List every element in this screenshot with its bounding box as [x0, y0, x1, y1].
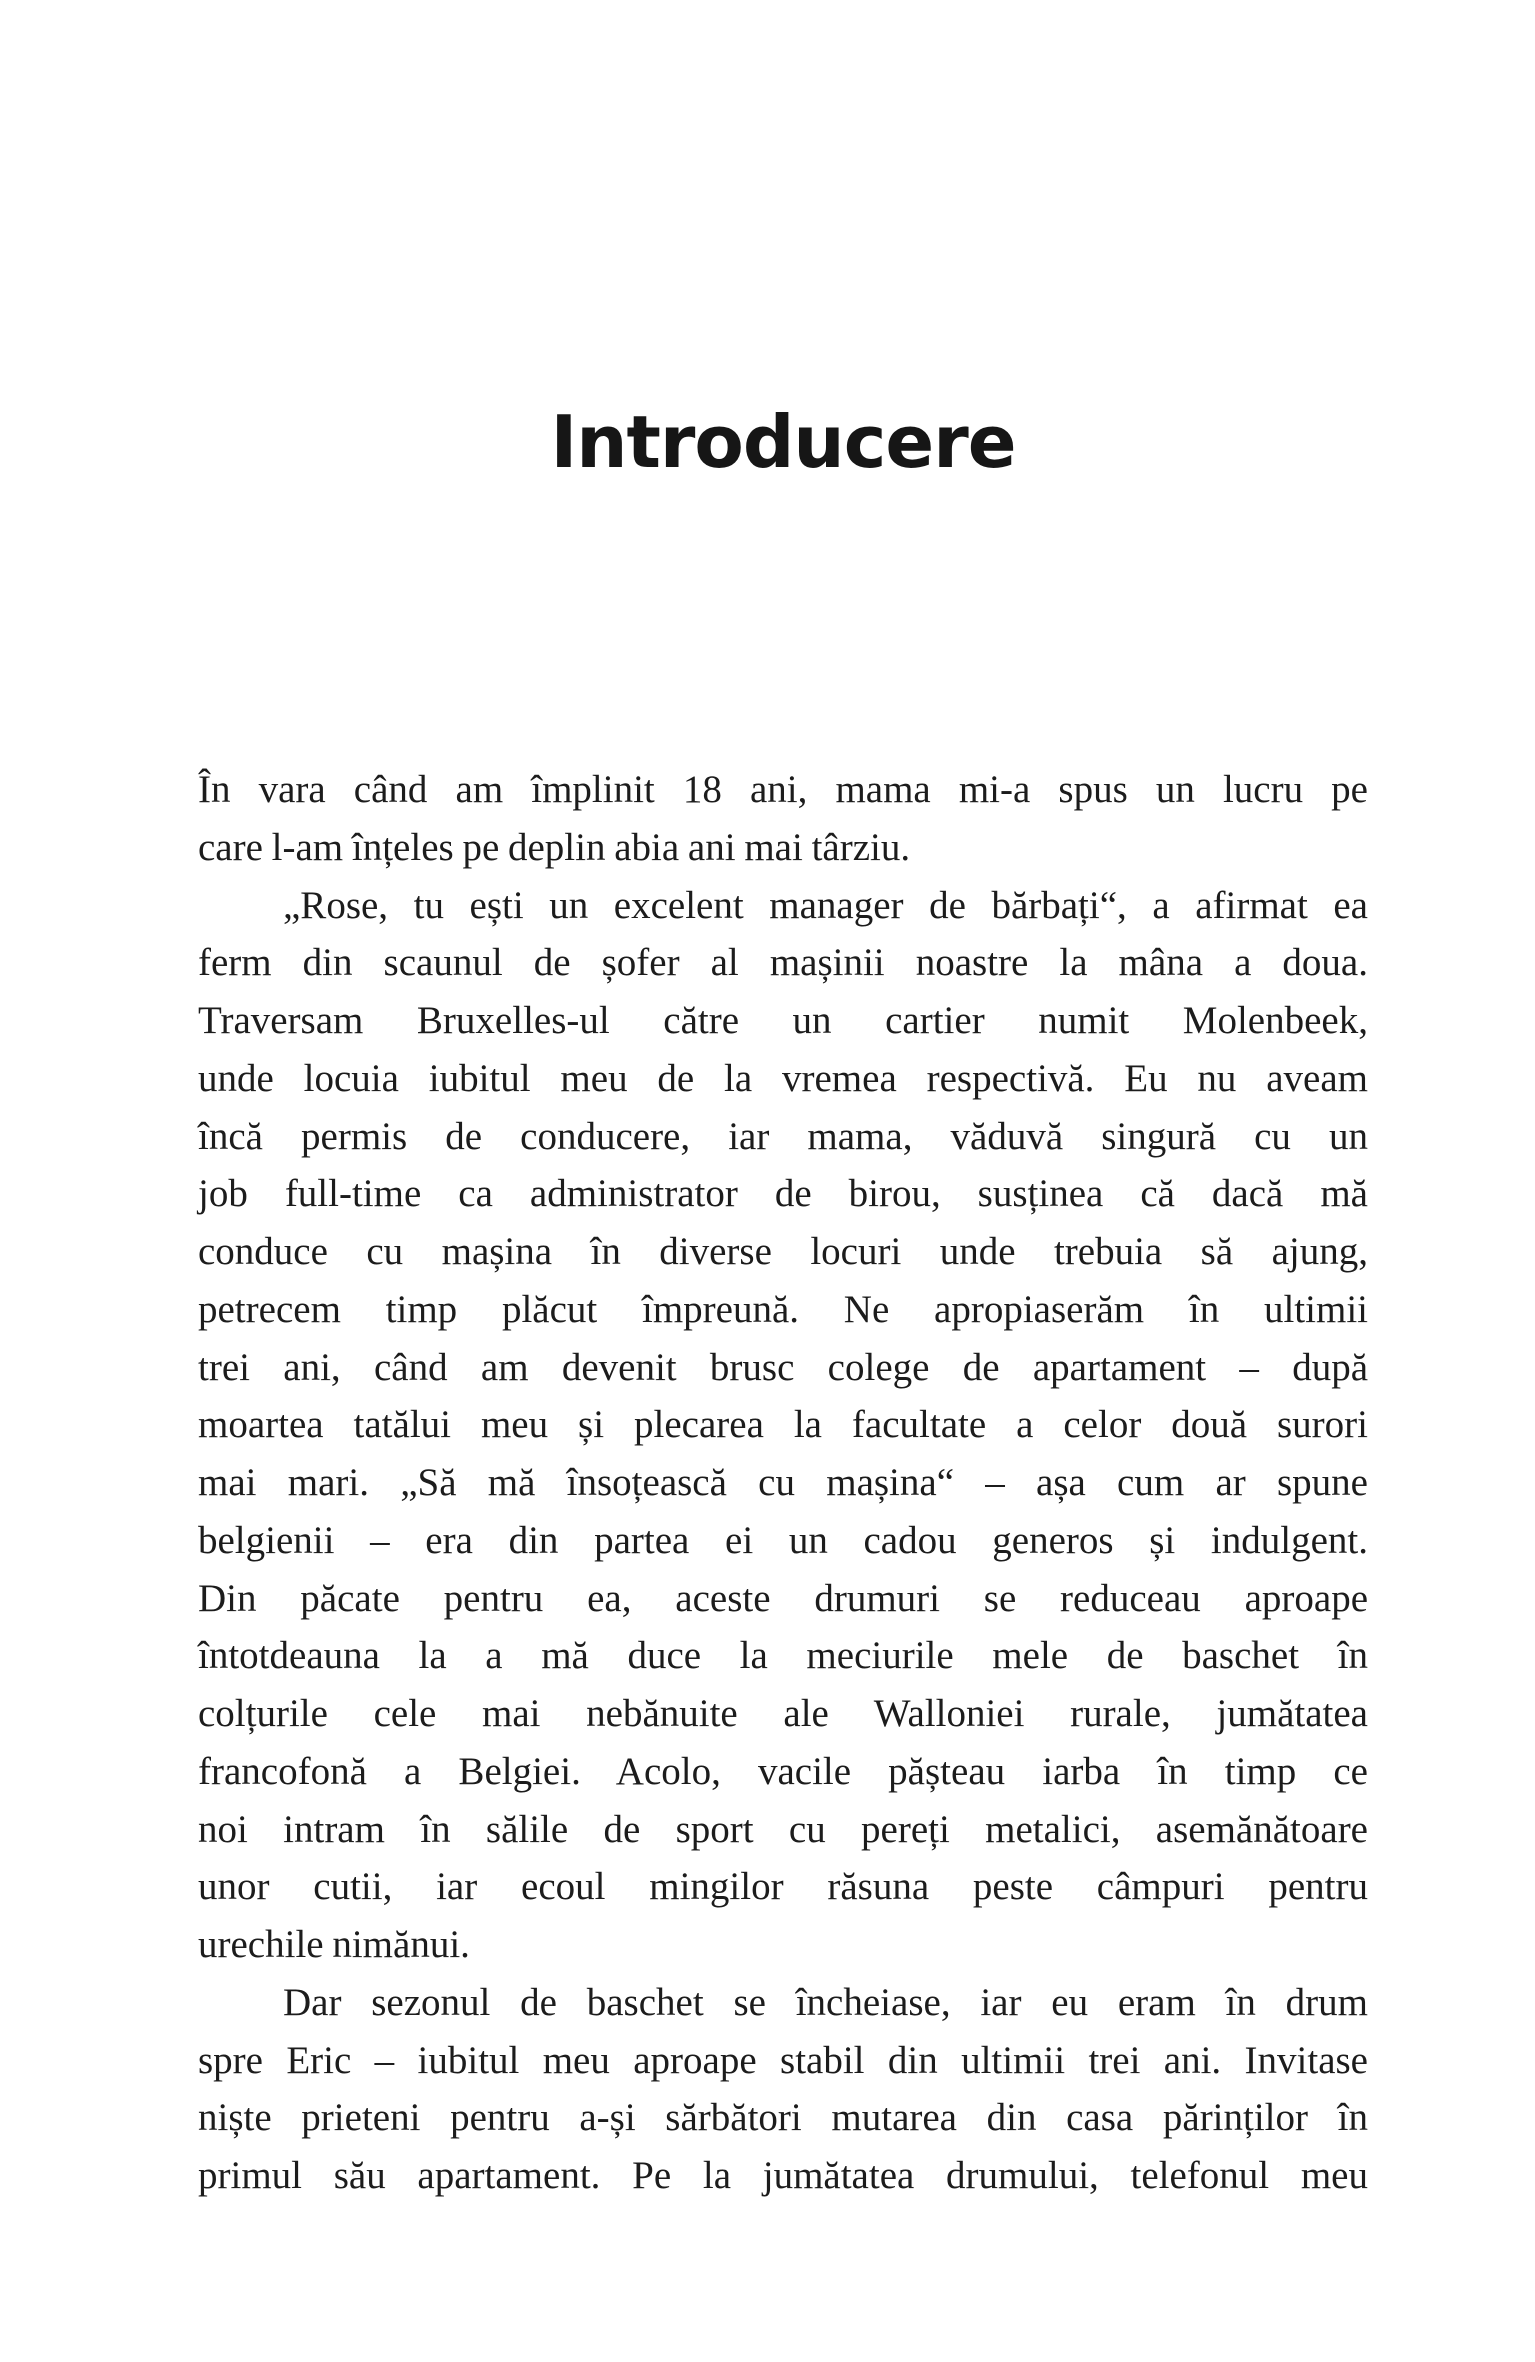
text-line: conduce cu mașina în diverse locuri unde trebuia să ajung, [198, 1230, 1368, 1273]
text-line: mai mari. „Să mă însoțească cu mașina“ – așa cum ar spune [198, 1461, 1368, 1504]
text-line: ferm din scaunul de șofer al mașinii noastre la mâna a doua. [198, 941, 1368, 985]
body-text [198, 761, 1368, 2205]
text-line: primul său apartament. Pe la jumătatea drumului, telefonul meu [198, 2154, 1368, 2197]
text-line: belgienii – era din partea ei un cadou generos și indulgent. [198, 1518, 1368, 1562]
text-line: Traversam Bruxelles-ul către un cartier numit Molenbeek, [198, 999, 1368, 1042]
text-line: Din păcate pentru ea, aceste drumuri se reduceau aproape [198, 1576, 1368, 1620]
text-line: „Rose, tu ești un excelent manager de bărbați“, a afirmat ea [283, 883, 1368, 927]
chapter-title: Introducere [550, 400, 1016, 484]
text-line: job full-time ca administrator de birou, susținea că dacă mă [198, 1172, 1368, 1216]
text-line: noi intram în sălile de sport cu pereți metalici, asemănătoare [198, 1807, 1368, 1851]
text-line: francofonă a Belgiei. Acolo, vacile pășteau iarba în timp ce [198, 1749, 1368, 1793]
text-line: încă permis de conducere, iar mama, văduvă singură cu un [198, 1114, 1368, 1158]
text-line: moartea tatălui meu și plecarea la facultate a celor două surori [198, 1403, 1368, 1447]
text-line: unor cutii, iar ecoul mingilor răsuna peste câmpuri pentru [198, 1865, 1368, 1909]
text-line: întotdeauna la a mă duce la meciurile mele de baschet în [198, 1634, 1368, 1678]
text-line: niște prieteni pentru a-și sărbători mutarea din casa părinților în [198, 2096, 1368, 2140]
text-line: Dar sezonul de baschet se încheiase, iar eu eram în drum [283, 1980, 1368, 2024]
text-line: petrecem timp plăcut împreună. Ne apropiaserăm în ultimii [198, 1287, 1368, 1331]
text-line: care l-am înțeles pe deplin abia ani mai târziu. [198, 825, 911, 869]
text-line: urechile nimănui. [198, 1923, 470, 1966]
text-line: În vara când am împlinit 18 ani, mama mi-a spus un lucru pe [198, 768, 1368, 811]
text-line: spre Eric – iubitul meu aproape stabil din ultimii trei ani. Invitase [198, 2038, 1368, 2082]
text-line: unde locuia iubitul meu de la vremea respectivă. Eu nu aveam [198, 1056, 1368, 1100]
text-line: trei ani, când am devenit brusc colege de apartament – după [198, 1345, 1368, 1389]
text-line: colțurile cele mai nebănuite ale Walloniei rurale, jumătatea [198, 1692, 1368, 1735]
